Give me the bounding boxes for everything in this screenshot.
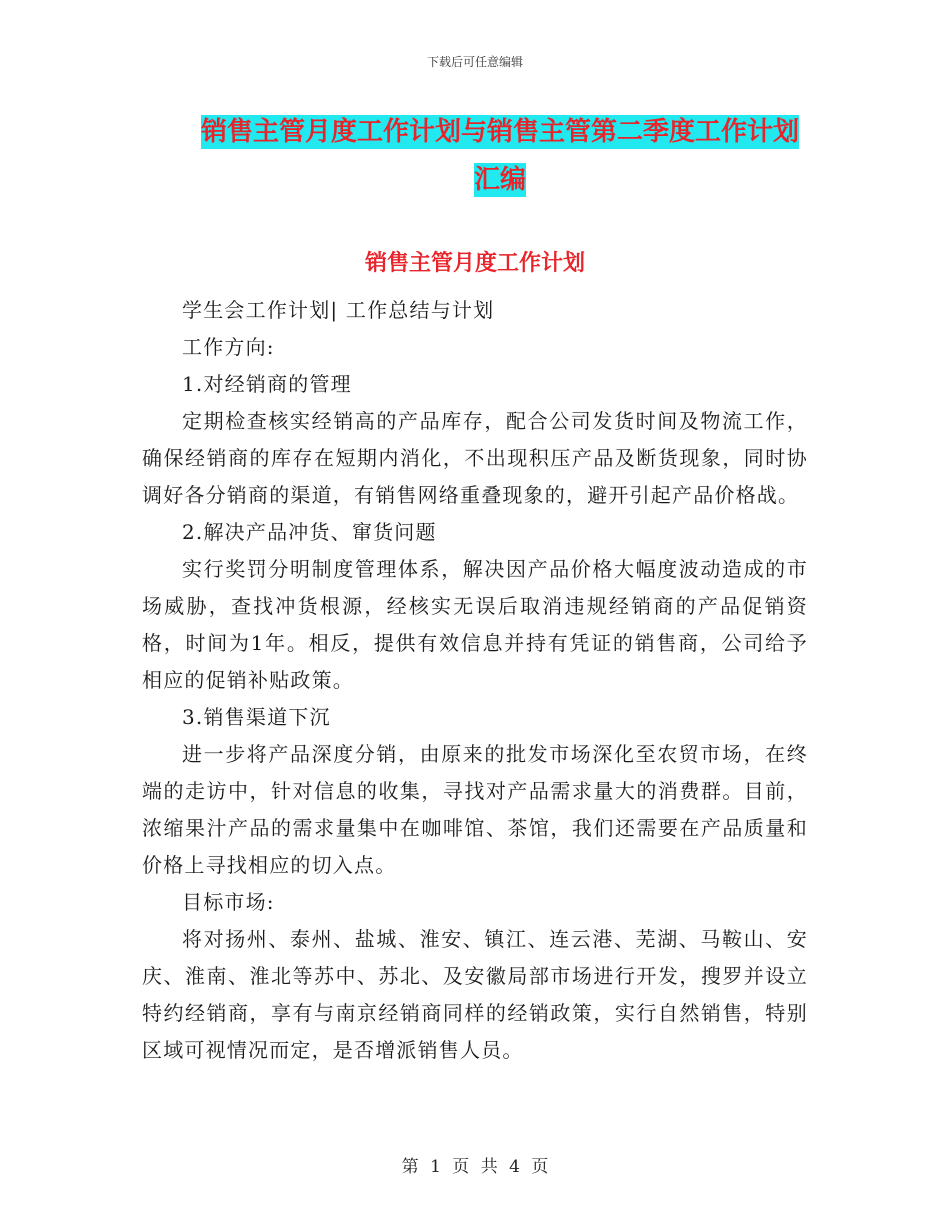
paragraph: 进一步将产品深度分销，由原来的批发市场深化至农贸市场，在终端的走访中，针对信息的收集，寻找对产品需求量大的消费群。目前，浓缩果汁产品的需求量集中在咖啡馆、茶馆，我们还需要在产品质量和价格上寻找相应的切入点。	[142, 742, 808, 877]
document-title-line-1: 销售主管月度工作计划与销售主管第二季度工作计划	[200, 117, 799, 147]
paragraph: 工作方向:	[182, 335, 275, 359]
document-title	[190, 108, 810, 204]
paragraph: 将对扬州、泰州、盐城、淮安、镇江、连云港、芜湖、马鞍山、安庆、淮南、淮北等苏中、苏北、及安徽局部市场进行开发，搜罗并设立特约经销商，享有与南京经销商同样的经销政策，实行自然销售，特别区域可视情况而定，是否增派销售人员。	[142, 927, 808, 1062]
paragraph: 定期检查核实经销高的产品库存，配合公司发货时间及物流工作，确保经销商的库存在短期内消化，不出现积压产品及断货现象，同时协调好各分销商的渠道，有销售网络重叠现象的，避开引起产品价格战。	[142, 409, 808, 507]
paragraph: 学生会工作计划| 工作总结与计划	[182, 298, 495, 322]
paragraph-heading: 1.对经销商的管理	[182, 372, 352, 396]
document-title-line-2: 汇编	[473, 165, 526, 195]
paragraph: 目标市场:	[182, 890, 275, 914]
page-footer: 第 1 页 共 4 页	[401, 1157, 549, 1177]
paragraph: 实行奖罚分明制度管理体系，解决因产品价格大幅度波动造成的市场威胁，查找冲货根源，经核实无误后取消违规经销商的产品促销资格，时间为1年。相反，提供有效信息并持有凭证的销售商，公司给予相应的促销补贴政策。	[142, 557, 808, 692]
paragraph-heading: 3.销售渠道下沉	[182, 705, 331, 729]
header-note: 下载后可任意编辑	[426, 55, 523, 69]
document-body	[142, 292, 808, 1069]
section-title: 销售主管月度工作计划	[364, 251, 585, 276]
paragraph-heading: 2.解决产品冲货、窜货问题	[182, 520, 437, 544]
